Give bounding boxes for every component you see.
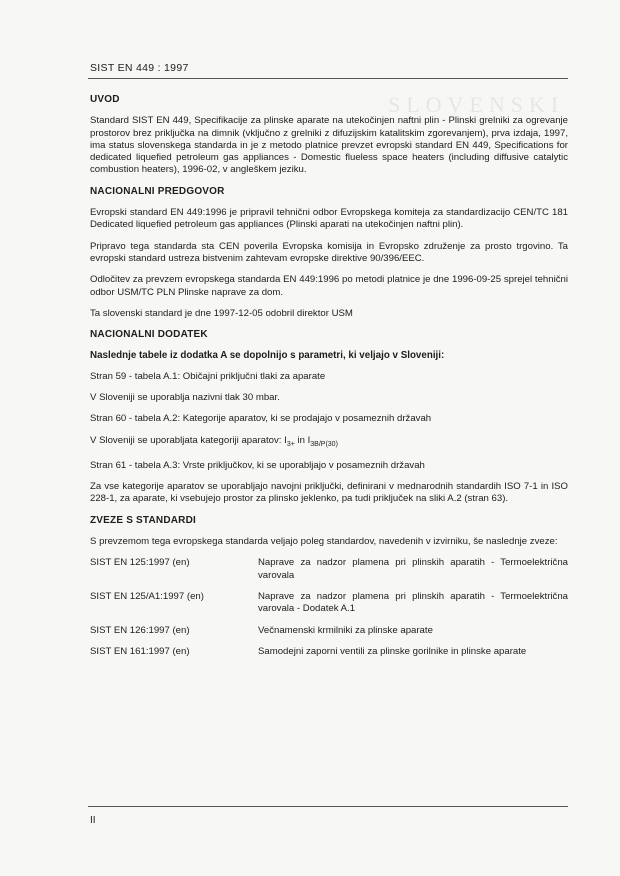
reference-description: Večnamenski krmilniki za plinske aparate — [258, 624, 433, 636]
watermark: SLOVENSKI — [388, 92, 565, 117]
category-2: $I_{3B/P(30)}$ — [307, 434, 338, 448]
dodatek-p4-text: V Sloveniji se uporabljata kategoriji aparatov: — [90, 434, 282, 446]
reference-code: SIST EN 161:1997 (en) — [90, 645, 190, 657]
dodatek-paragraph-1: Stran 59 - tabela A.1: Običajni priključni tlaki za aparate — [90, 370, 326, 382]
reference-row — [90, 625, 568, 637]
predgovor-paragraph-4: Ta slovenski standard je dne 1997-12-05 odobril direktor USM — [90, 307, 353, 319]
uvod-paragraph: Standard SIST EN 449, Specifikacije za plinske aparate na utekočinjen naftni plin - Plinski grelniki za ogrevanje prostorov brez priključka na dimnik (vključno z grelniki z difuzijskim katalitskim zgorevanjem), prva izdaja, 1997, ima status slovenskega standarda in je z metodo platnice prevzet evropski standard EN 449, Specifications for dedicated liquefied petroleum gas appliances - Domestic flueless space heaters (including diffusive catalytic combustion heaters), 1996-02, v angleškem jeziku. — [90, 115, 568, 176]
header-rule — [88, 78, 568, 79]
dodatek-p4-and: in — [297, 434, 305, 446]
dodatek-paragraph-2: V Sloveniji se uporablja nazivni tlak 30 mbar. — [90, 392, 280, 404]
document-body — [90, 88, 568, 667]
dodatek-paragraph-6: Za vse kategorije aparatov se uporabljajo navojni priključki, definirani v mednarodnih standardih ISO 7-1 in ISO 228-1, za aparate, ki vsebujejo prostor za plinsko jeklenko, pa tudi priključek na sliki A.2 (stran 63). — [90, 481, 568, 505]
footer-rule — [88, 806, 568, 807]
reference-code: SIST EN 125/A1:1997 (en) — [90, 590, 204, 602]
reference-code: SIST EN 125:1997 (en) — [90, 557, 190, 569]
page-number: II — [90, 815, 96, 826]
reference-description: Naprave za nadzor plamena pri plinskih aparatih - Termoelektrična varovala - Dodatek A.1 — [258, 590, 568, 615]
reference-row — [90, 591, 568, 616]
section-heading-dodatek: NACIONALNI DODATEK — [90, 329, 208, 341]
section-heading-predgovor: NACIONALNI PREDGOVOR — [90, 185, 225, 197]
reference-code: SIST EN 126:1997 (en) — [90, 624, 190, 636]
dodatek-paragraph-4 — [90, 435, 568, 451]
standards-reference-list — [90, 557, 568, 658]
reference-row — [90, 557, 568, 582]
reference-description: Naprave za nadzor plamena pri plinskih aparatih - Termoelektrična varovala — [258, 557, 568, 581]
document-header: SIST EN 449 : 1997 — [90, 62, 189, 74]
category-1: $I_{3+}$ — [284, 434, 295, 448]
reference-description: Samodejni zaporni ventili za plinske gorilnike in plinske aparate — [258, 645, 527, 657]
dodatek-paragraph-3: Stran 60 - tabela A.2: Kategorije aparatov, ki se prodajajo v posameznih državah — [90, 413, 432, 425]
predgovor-paragraph-1: Evropski standard EN 449:1996 je pripravil tehnični odbor Evropskega komiteja za standardizacijo CEN/TC 181 Dedicated liquefied petroleum gas appliances (Plinski aparati na utekočinjen naftni plin). — [90, 207, 568, 231]
dodatek-subheading: Naslednje tabele iz dodatka A se dopolnijo s parametri, ki veljajo v Sloveniji: — [90, 350, 445, 362]
predgovor-paragraph-2: Pripravo tega standarda sta CEN poverila Evropska komisija in Evropsko združenje za prosto trgovino. Ta evropski standard ustreza bistvenim zahtevam evropske direktive 90/396/EEC. — [90, 240, 568, 264]
reference-row — [90, 646, 568, 658]
section-heading-zveze: ZVEZE S STANDARDI — [90, 514, 196, 526]
predgovor-paragraph-3: Odločitev za prevzem evropskega standarda EN 449:1996 po metodi platnice je dne 1996-09-25 sprejel tehnični odbor USM/TC PLN Plinske naprave za dom. — [90, 274, 568, 298]
section-heading-uvod: UVOD — [90, 94, 120, 105]
dodatek-paragraph-5: Stran 61 - tabela A.3: Vrste priključkov, ki se uporabljajo v posameznih državah — [90, 459, 425, 471]
zveze-intro: S prevzemom tega evropskega standarda veljajo poleg standardov, navedenih v izvirniku, še naslednje zveze: — [90, 536, 558, 548]
